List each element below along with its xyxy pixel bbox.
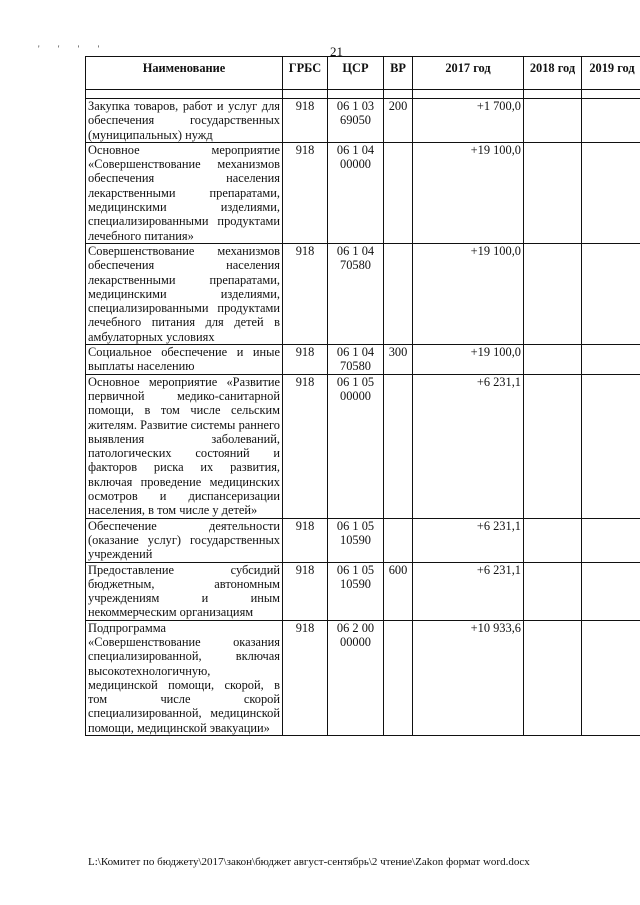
row-csr: 06 1 05 10590 [328,518,384,562]
table-row [86,99,640,143]
row-grbs: 918 [283,562,328,620]
row-name: Обеспечение деятельности (оказание услуг) государственных учреждений [86,518,283,562]
row-csr: 06 1 05 00000 [328,374,384,518]
row-2017: +1 700,0 [413,99,524,143]
row-2017: +6 231,1 [413,562,524,620]
row-2019 [582,99,640,143]
row-grbs: 918 [283,142,328,243]
row-2017: +19 100,0 [413,243,524,344]
row-vr [384,142,413,243]
row-2018 [524,620,582,735]
row-csr: 06 1 05 10590 [328,562,384,620]
row-grbs: 918 [283,374,328,518]
row-2019 [582,562,640,620]
header-2019: 2019 год [582,57,640,90]
row-csr: 06 1 04 70580 [328,345,384,375]
row-2018 [524,99,582,143]
row-vr: 200 [384,99,413,143]
row-vr: 600 [384,562,413,620]
table-row [86,518,640,562]
row-2019 [582,620,640,735]
row-2018 [524,374,582,518]
row-name: Социальное обеспечение и иные выплаты населению [86,345,283,375]
row-vr: 300 [384,345,413,375]
row-grbs: 918 [283,243,328,344]
row-2019 [582,142,640,243]
row-vr [384,374,413,518]
row-2018 [524,518,582,562]
row-2019 [582,243,640,344]
row-2017: +10 933,6 [413,620,524,735]
row-2017: +19 100,0 [413,345,524,375]
file-path-footer: L:\Комитет по бюджету\2017\закон\бюджет август-сентябрь\2 чтение\Zakon формат word.docx [88,856,530,868]
row-vr [384,620,413,735]
row-name: Предоставление субсидий бюджетным, автономным учреждениям и иным некоммерческим организациям [86,562,283,620]
table-row [86,142,640,243]
spacer-row [86,90,640,99]
row-2018 [524,243,582,344]
header-grbs: ГРБС [283,57,328,90]
table-row [86,620,640,735]
corner-marks: ' ' ' ' [38,44,108,54]
row-grbs: 918 [283,518,328,562]
row-name: Закупка товаров, работ и услуг для обеспечения государственных (муниципальных) нужд [86,99,283,143]
header-csr: ЦСР [328,57,384,90]
row-name: Основное мероприятие «Развитие первичной медико-санитарной помощи, в том числе сельским жителям. Развитие системы раннего выявления заболеваний, патологических состояний и факторов риска их развития, включая проведение медицинских осмотров и диспансеризации населения, в том числе у детей» [86,374,283,518]
table-row [86,345,640,375]
row-2017: +19 100,0 [413,142,524,243]
row-2018 [524,562,582,620]
row-vr [384,243,413,344]
row-2018 [524,142,582,243]
row-csr: 06 1 04 70580 [328,243,384,344]
row-2017: +6 231,1 [413,374,524,518]
row-2018 [524,345,582,375]
row-csr: 06 1 03 69050 [328,99,384,143]
row-2017: +6 231,1 [413,518,524,562]
row-2019 [582,518,640,562]
page-number: 21 [330,44,343,59]
row-csr: 06 2 00 00000 [328,620,384,735]
row-2019 [582,345,640,375]
table-row [86,374,640,518]
header-vr: ВР [384,57,413,90]
row-name: Основное мероприятие «Совершенствование механизмов обеспечения населения лекарственными препаратами, медицинскими изделиями, специализированными продуктами лечебного питания» [86,142,283,243]
row-2019 [582,374,640,518]
row-grbs: 918 [283,345,328,375]
header-2018: 2018 год [524,57,582,90]
header-2017: 2017 год [413,57,524,90]
row-name: Подпрограмма «Совершенствование оказания специализированной, включая высокотехнологичную, медицинской помощи, скорой, в том числе скорой специализированной, медицинской помощи, медицинской эвакуации» [86,620,283,735]
table-row [86,562,640,620]
row-name: Совершенствование механизмов обеспечения населения лекарственными препаратами, медицинскими изделиями, специализированными продуктами лечебного питания для детей в амбулаторных условиях [86,243,283,344]
table-row [86,243,640,344]
table-header-row [86,57,640,90]
header-name: Наименование [86,57,283,90]
row-csr: 06 1 04 00000 [328,142,384,243]
budget-table [85,56,640,736]
row-vr [384,518,413,562]
row-grbs: 918 [283,99,328,143]
row-grbs: 918 [283,620,328,735]
